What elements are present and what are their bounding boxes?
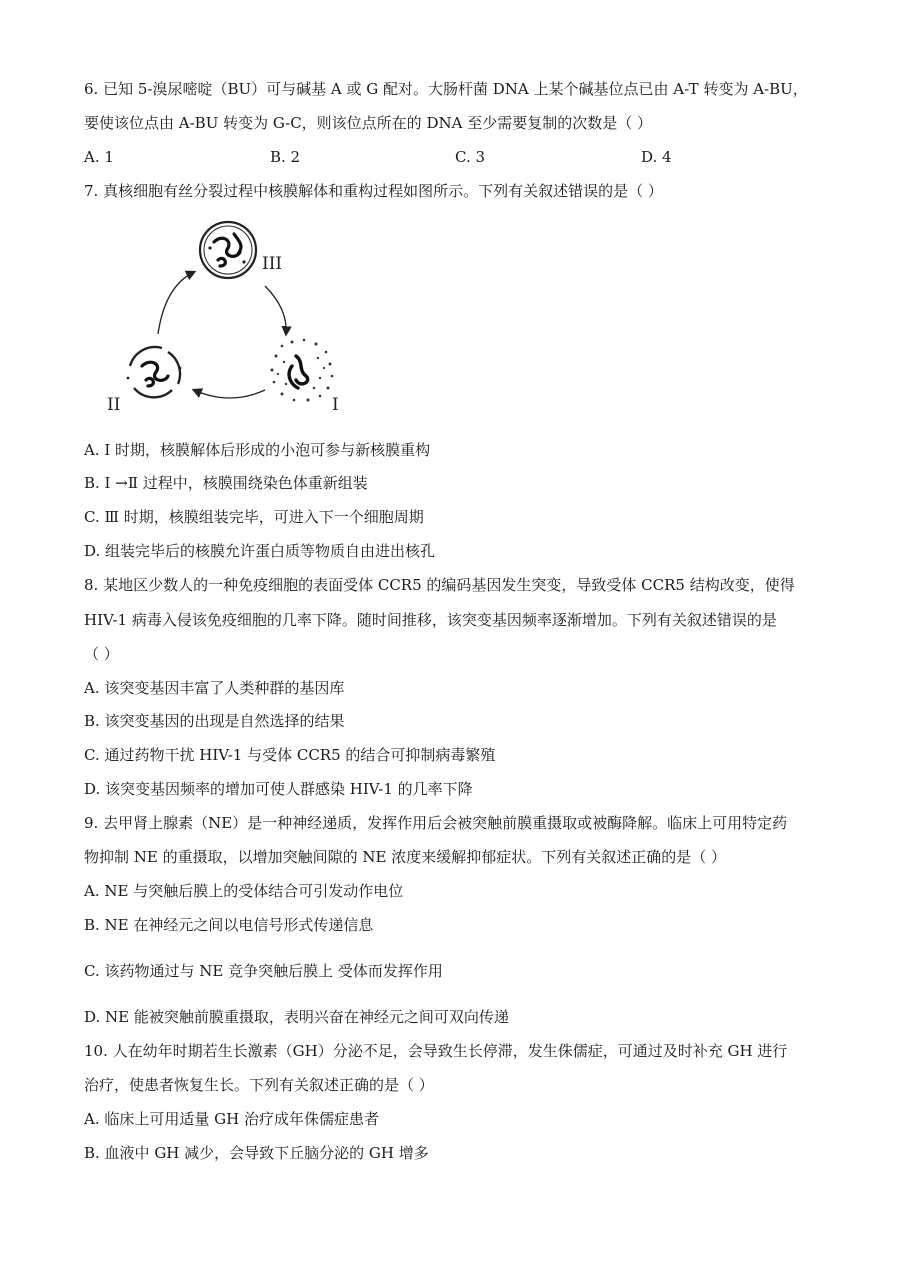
q7-option-a: A. Ⅰ 时期，核膜解体后形成的小泡可参与新核膜重构 xyxy=(84,441,431,459)
nuclear-envelope-cycle-figure xyxy=(107,214,360,422)
q9-option-c: C. 该药物通过与 NE 竞争突触后膜上 受体而发挥作用 xyxy=(84,962,443,980)
q6-option-d: D. 4 xyxy=(641,148,672,166)
q10-stem-line2: 治疗，使患者恢复生长。下列有关叙述正确的是（ ） xyxy=(84,1076,434,1094)
q6-option-a: A. 1 xyxy=(84,148,114,166)
q7-option-d: D. 组装完毕后的核膜允许蛋白质等物质自由进出核孔 xyxy=(84,542,436,560)
q7-option-b: B. Ⅰ →Ⅱ 过程中，核膜围绕染色体重新组装 xyxy=(84,474,368,492)
label-ii: II xyxy=(107,395,121,415)
q9-option-a: A. NE 与突触后膜上的受体结合可引发动作电位 xyxy=(84,882,404,900)
q10-stem-line1: 10. 人在幼年时期若生长激素（GH）分泌不足，会导致生长停滞，发生侏儒症，可通过及时补充 GH 进行 xyxy=(84,1042,788,1060)
q10-option-b: B. 血液中 GH 减少，会导致下丘脑分泌的 GH 增多 xyxy=(84,1144,429,1162)
q8-stem-line3: （ ） xyxy=(84,645,119,663)
q7-stem: 7. 真核细胞有丝分裂过程中核膜解体和重构过程如图所示。下列有关叙述错误的是（ ） xyxy=(84,182,663,200)
arrow-ii-to-iii xyxy=(158,272,194,334)
q6-stem-line1: 6. 已知 5-溴尿嘧啶（BU）可与碱基 A 或 G 配对。大肠杆菌 DNA 上某个碱基位点已由 A-T 转变为 A-BU， xyxy=(84,80,808,98)
q7-option-c: C. Ⅲ 时期，核膜组装完毕，可进入下一个细胞周期 xyxy=(84,508,424,526)
q6-stem-line2: 要使该位点由 A-BU 转变为 G-C，则该位点所在的 DNA 至少需要复制的次数是（ ） xyxy=(84,114,652,132)
arrow-i-to-ii xyxy=(194,390,265,398)
q6-option-c: C. 3 xyxy=(455,148,486,166)
q9-option-b: B. NE 在神经元之间以电信号形式传递信息 xyxy=(84,916,374,934)
label-i: I xyxy=(332,395,339,415)
arrow-iii-to-i xyxy=(265,286,286,334)
q8-option-a: A. 该突变基因丰富了人类种群的基因库 xyxy=(84,679,345,697)
q8-stem-line1: 8. 某地区少数人的一种免疫细胞的表面受体 CCR5 的编码基因发生突变，导致受体 CCR5 结构改变，使得 xyxy=(84,576,795,594)
q9-stem-line1: 9. 去甲肾上腺素（NE）是一种神经递质，发挥作用后会被突触前膜重摄取或被酶降解。临床上可用特定药 xyxy=(84,814,788,832)
q6-option-b: B. 2 xyxy=(270,148,301,166)
q9-option-d: D. NE 能被突触前膜重摄取，表明兴奋在神经元之间可双向传递 xyxy=(84,1008,509,1026)
q8-option-b: B. 该突变基因的出现是自然选择的结果 xyxy=(84,712,345,730)
q8-option-d: D. 该突变基因频率的增加可使人群感染 HIV-1 的几率下降 xyxy=(84,780,473,798)
cell-ii xyxy=(127,347,182,397)
cell-i xyxy=(271,339,334,402)
q10-option-a: A. 临床上可用适量 GH 治疗成年侏儒症患者 xyxy=(84,1110,379,1128)
label-iii: III xyxy=(262,254,283,274)
q8-option-c: C. 通过药物干扰 HIV-1 与受体 CCR5 的结合可抑制病毒繁殖 xyxy=(84,746,496,764)
q8-stem-line2: HIV-1 病毒入侵该免疫细胞的几率下降。随时间推移，该突变基因频率逐渐增加。下列有关叙述错误的是 xyxy=(84,611,777,629)
q9-stem-line2: 物抑制 NE 的重摄取，以增加突触间隙的 NE 浓度来缓解抑郁症状。下列有关叙述正确的是（ ） xyxy=(84,848,726,866)
cell-iii xyxy=(200,222,256,278)
